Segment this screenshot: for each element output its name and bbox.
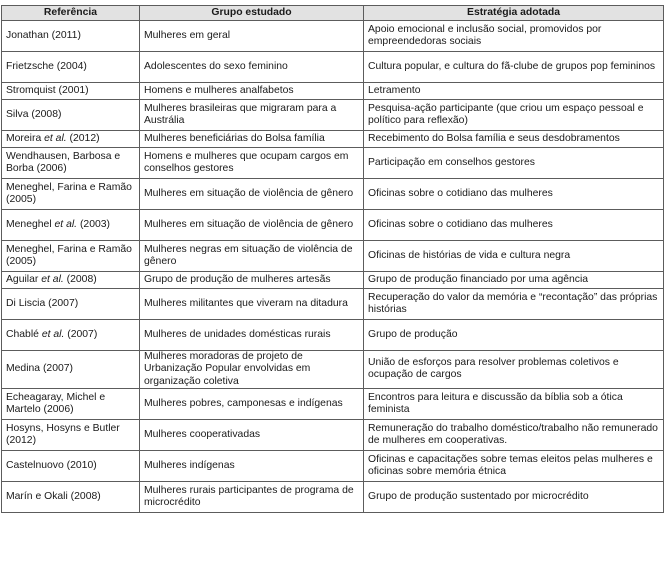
references-table bbox=[1, 5, 664, 513]
reference-year: (2007) bbox=[64, 328, 98, 340]
group-cell: Mulheres rurais participantes de programa de microcrédito bbox=[140, 481, 364, 512]
reference-cell bbox=[2, 272, 140, 289]
strategy-cell: Recuperação do valor da memória e “recontação” das próprias histórias bbox=[364, 289, 664, 320]
table-row bbox=[2, 320, 664, 351]
table-row bbox=[2, 351, 664, 389]
reference-cell: Medina (2007) bbox=[2, 351, 140, 389]
table-row bbox=[2, 131, 664, 148]
header-referencia: Referência bbox=[2, 6, 140, 21]
header-grupo-estudado: Grupo estudado bbox=[140, 6, 364, 21]
reference-cell bbox=[2, 131, 140, 148]
reference-author: Moreira bbox=[6, 132, 45, 144]
reference-et-al: et al. bbox=[44, 132, 67, 144]
reference-cell: Silva (2008) bbox=[2, 100, 140, 131]
reference-cell: Meneghel, Farina e Ramão (2005) bbox=[2, 241, 140, 272]
reference-cell: Hosyns, Hosyns e Butler (2012) bbox=[2, 419, 140, 450]
strategy-cell: Letramento bbox=[364, 83, 664, 100]
header-estrategia-adotada: Estratégia adotada bbox=[364, 6, 664, 21]
reference-cell: Jonathan (2011) bbox=[2, 21, 140, 52]
table-row bbox=[2, 148, 664, 179]
strategy-cell: Oficinas sobre o cotidiano das mulheres bbox=[364, 210, 664, 241]
reference-year: (2008) bbox=[63, 273, 97, 285]
reference-author: Meneghel bbox=[6, 218, 55, 230]
reference-cell bbox=[2, 320, 140, 351]
table-row bbox=[2, 83, 664, 100]
reference-year: (2012) bbox=[66, 132, 100, 144]
reference-et-al: et al. bbox=[41, 273, 64, 285]
reference-cell: Wendhausen, Barbosa e Borba (2006) bbox=[2, 148, 140, 179]
table-row bbox=[2, 241, 664, 272]
reference-cell: Echeagaray, Michel e Martelo (2006) bbox=[2, 388, 140, 419]
reference-et-al: et al. bbox=[54, 218, 78, 230]
group-cell: Mulheres cooperativadas bbox=[140, 419, 364, 450]
strategy-cell: Remuneração do trabalho doméstico/trabalho não remunerado de mulheres em cooperativas. bbox=[364, 419, 664, 450]
reference-et-al: et al. bbox=[41, 328, 65, 340]
strategy-cell: Pesquisa-ação participante (que criou um espaço pessoal e político para reflexão) bbox=[364, 100, 664, 131]
group-cell: Mulheres negras em situação de violência de gênero bbox=[140, 241, 364, 272]
reference-cell: Frietzsche (2004) bbox=[2, 52, 140, 83]
reference-author: Chablé bbox=[6, 328, 42, 340]
reference-cell bbox=[2, 210, 140, 241]
strategy-cell: Grupo de produção bbox=[364, 320, 664, 351]
reference-cell: Meneghel, Farina e Ramão (2005) bbox=[2, 179, 140, 210]
strategy-cell: Recebimento do Bolsa família e seus desdobramentos bbox=[364, 131, 664, 148]
strategy-cell: União de esforços para resolver problemas coletivos e ocupação de cargos bbox=[364, 351, 664, 389]
group-cell: Mulheres de unidades domésticas rurais bbox=[140, 320, 364, 351]
group-cell: Grupo de produção de mulheres artesãs bbox=[140, 272, 364, 289]
group-cell: Mulheres militantes que viveram na ditadura bbox=[140, 289, 364, 320]
strategy-cell: Participação em conselhos gestores bbox=[364, 148, 664, 179]
table-row bbox=[2, 481, 664, 512]
strategy-cell: Oficinas de histórias de vida e cultura negra bbox=[364, 241, 664, 272]
group-cell: Mulheres moradoras de projeto de Urbanização Popular envolvidas em organização coletiva bbox=[140, 351, 364, 389]
group-cell: Mulheres brasileiras que migraram para a Austrália bbox=[140, 100, 364, 131]
table-row bbox=[2, 21, 664, 52]
strategy-cell: Oficinas e capacitações sobre temas eleitos pelas mulheres e oficinas sobre memória étnica bbox=[364, 450, 664, 481]
strategy-cell: Cultura popular, e cultura do fã-clube de grupos pop femininos bbox=[364, 52, 664, 83]
table-row bbox=[2, 450, 664, 481]
header-row bbox=[2, 6, 664, 21]
group-cell: Homens e mulheres que ocupam cargos em conselhos gestores bbox=[140, 148, 364, 179]
table-row bbox=[2, 388, 664, 419]
table-row bbox=[2, 100, 664, 131]
strategy-cell: Grupo de produção sustentado por microcrédito bbox=[364, 481, 664, 512]
strategy-cell: Encontros para leitura e discussão da bíblia sob a ótica feminista bbox=[364, 388, 664, 419]
reference-year: (2003) bbox=[77, 218, 110, 230]
strategy-cell: Grupo de produção financiado por uma agência bbox=[364, 272, 664, 289]
table-row bbox=[2, 419, 664, 450]
group-cell: Mulheres em geral bbox=[140, 21, 364, 52]
group-cell: Mulheres em situação de violência de gênero bbox=[140, 179, 364, 210]
table-row bbox=[2, 210, 664, 241]
strategy-cell: Oficinas sobre o cotidiano das mulheres bbox=[364, 179, 664, 210]
group-cell: Mulheres pobres, camponesas e indígenas bbox=[140, 388, 364, 419]
reference-cell: Marín e Okali (2008) bbox=[2, 481, 140, 512]
group-cell: Mulheres beneficiárias do Bolsa família bbox=[140, 131, 364, 148]
table-row bbox=[2, 52, 664, 83]
group-cell: Homens e mulheres analfabetos bbox=[140, 83, 364, 100]
table-row bbox=[2, 289, 664, 320]
strategy-cell: Apoio emocional e inclusão social, promovidos por empreendedoras sociais bbox=[364, 21, 664, 52]
group-cell: Adolescentes do sexo feminino bbox=[140, 52, 364, 83]
group-cell: Mulheres indígenas bbox=[140, 450, 364, 481]
reference-author: Aguilar bbox=[6, 273, 42, 285]
group-cell: Mulheres em situação de violência de gênero bbox=[140, 210, 364, 241]
reference-cell: Castelnuovo (2010) bbox=[2, 450, 140, 481]
table-row bbox=[2, 179, 664, 210]
reference-cell: Di Liscia (2007) bbox=[2, 289, 140, 320]
reference-cell: Stromquist (2001) bbox=[2, 83, 140, 100]
table-row bbox=[2, 272, 664, 289]
